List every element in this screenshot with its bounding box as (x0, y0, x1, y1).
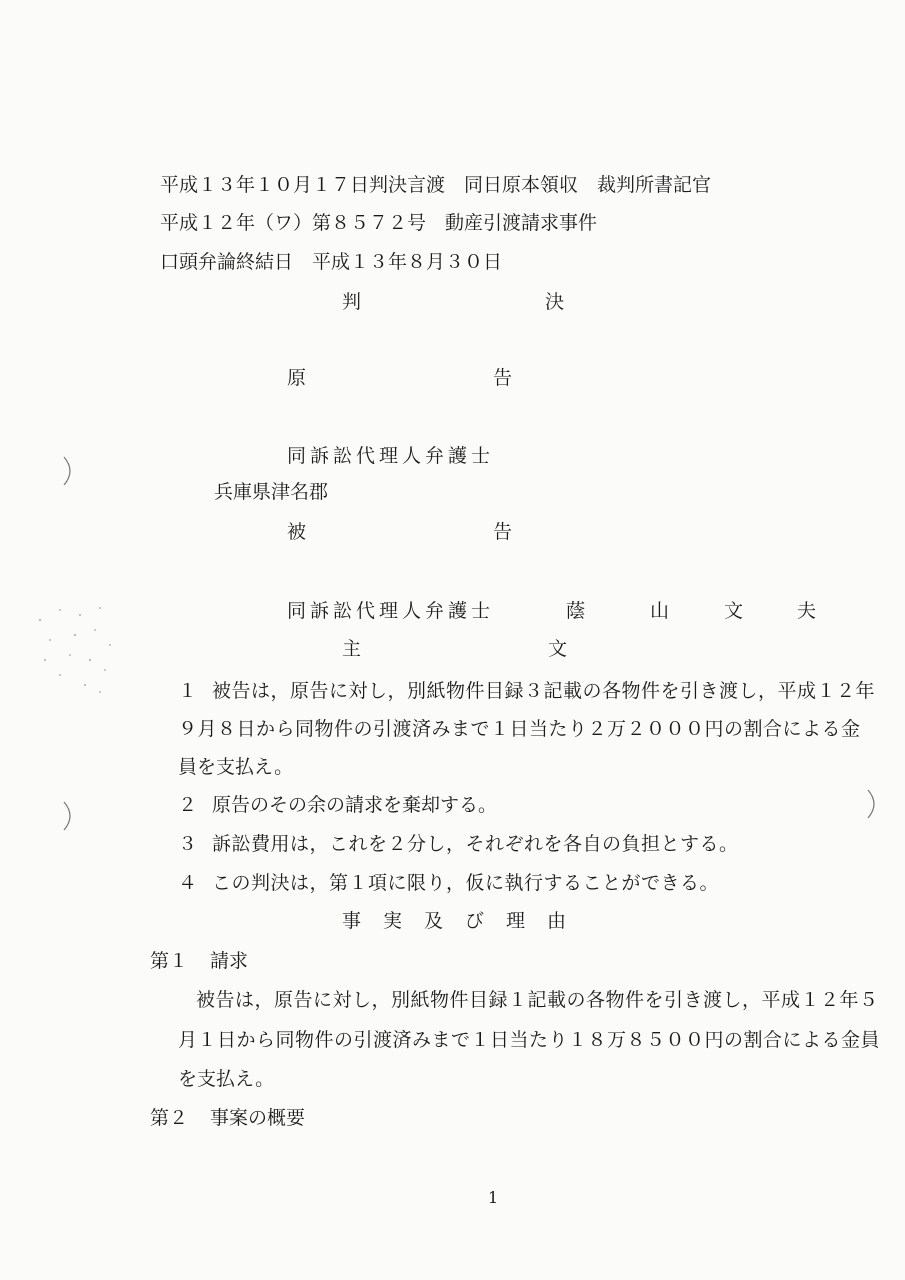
main-item-number: ３ (178, 833, 198, 855)
scan-artifact-arc (866, 788, 882, 820)
reasons-heading-char: 及 (424, 910, 444, 932)
main-item-line: 原告のその余の請求を棄却する。 (212, 794, 498, 816)
judgment-title-right: 決 (545, 291, 565, 313)
reasons-heading-char: 実 (383, 910, 403, 932)
scan-artifact-arc (62, 800, 78, 832)
section-1-line: 月１日から同物件の引渡済みまで１日当たり１８万８５００円の割合による金員 (178, 1029, 881, 1051)
main-text-heading-right: 文 (548, 638, 568, 660)
defendant-attorney-name-char: 山 (650, 600, 670, 622)
defendant-attorney-name-char: 蔭 (566, 600, 586, 622)
scan-artifact-arc (62, 455, 78, 487)
reasons-heading-char: び (465, 910, 485, 932)
page-number: 1 (488, 1188, 499, 1207)
main-text-heading-left: 主 (342, 638, 362, 660)
main-item-number: ２ (178, 794, 198, 816)
defendant-attorney-label: 同訴訟代理人弁護士 (287, 600, 495, 622)
main-item-line: 訴訟費用は，これを２分し，それぞれを各自の負担とする。 (212, 833, 739, 855)
section-1-label: 第１ (150, 950, 189, 972)
main-item-line: 員を支払え。 (178, 756, 294, 778)
defendant-label-right: 告 (493, 521, 513, 543)
defendant-label-left: 被 (287, 521, 307, 543)
header-line-2: 平成１２年（ワ）第８５７２号 動産引渡請求事件 (160, 212, 598, 234)
section-2-label: 第２ (150, 1107, 189, 1129)
section-2-title: 事案の概要 (210, 1107, 306, 1129)
section-1-line: 被告は，原告に対し，別紙物件目録１記載の各物件を引き渡し，平成１２年５ (196, 989, 879, 1011)
section-1-line: を支払え。 (178, 1068, 275, 1090)
judgment-title-left: 判 (342, 291, 362, 313)
main-item-number: ４ (178, 872, 198, 894)
scan-artifact-dots (30, 600, 120, 700)
plaintiff-attorney-label: 同訴訟代理人弁護士 (287, 445, 495, 467)
defendant-address: 兵庫県津名郡 (214, 481, 329, 503)
header-line-3: 口頭弁論終結日 平成１３年８月３０日 (160, 251, 503, 273)
main-item-line: この判決は，第１項に限り，仮に執行することができる。 (212, 872, 720, 894)
plaintiff-label-right: 告 (493, 367, 513, 389)
defendant-attorney-name-char: 夫 (797, 600, 817, 622)
main-item-line: ９月８日から同物件の引渡済みまで１日当たり２万２０００円の割合による金 (178, 718, 861, 740)
main-item-line: 被告は，原告に対し，別紙物件目録３記載の各物件を引き渡し，平成１２年 (212, 680, 876, 702)
reasons-heading-char: 理 (506, 910, 526, 932)
reasons-heading-char: 事 (342, 910, 362, 932)
header-line-1: 平成１３年１０月１７日判決言渡 同日原本領収 裁判所書記官 (160, 174, 712, 196)
defendant-attorney-name-char: 文 (724, 600, 744, 622)
plaintiff-label-left: 原 (287, 367, 307, 389)
section-1-title: 請求 (210, 950, 249, 972)
reasons-heading-char: 由 (547, 910, 567, 932)
main-item-number: １ (178, 680, 198, 702)
